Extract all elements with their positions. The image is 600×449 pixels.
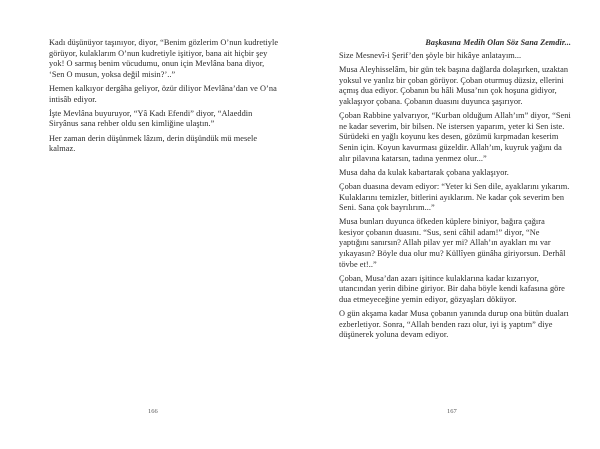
- paragraph: Kadı düşünüyor taşınıyor, diyor, “Benim gözlerim O’nun kudretiyle görüyor, kulaklarım O’nun kudretiyle işitiyor, bana ait hiçbir şey yok! O sarmış benim vücudumu, onun için Mevlâna bana diyor, ‘Sen O musun, yoksa değil misin?’..”: [49, 38, 279, 79]
- paragraph: Çoban duasına devam ediyor: “Yeter ki Sen dile, ayaklarını yıkarım. Kulaklarını temizler, bitlerini ayıklarım. Ne kadar çok severim ben Seni. Sana çok bayrılırım...”: [339, 181, 570, 213]
- running-head: Başkasına Medih Olan Söz Sana Zemdir...: [425, 38, 571, 47]
- paragraph: Musa bunları duyunca öfkeden küplere biniyor, bağıra çağıra kesiyor çobanın duasını. “Sus, seni câhil adam!” diyor, “Ne yaptığını sanırsın? Allah pilav yer mi? Allah’ın ayakları mı var yıkayasın? Böyle dua olur mu? Küllîyen günâha giriyorsun. Derhâl tövbe et!..”: [339, 217, 566, 269]
- paragraph: Her zaman derin düşünmek lâzım, derin düşündük mü mesele kalmaz.: [49, 133, 258, 154]
- paragraph: Size Mesnevî-i Şerif’den şöyle bir hikâye anlatayım...: [339, 51, 522, 60]
- left-page-body: [49, 38, 279, 158]
- paragraph: Musa Aleyhisselâm, bir gün tek başına dağlarda dolaşırken, uzaktan yoksul ve yanlız bir çoban görüyor. Çoban oturmuş düzsiz, ellerini açmış dua ediyor. Çobanın bu hâli Musa’nın çok hoşuna gidiyor, yaklaşıyor çobana. Çobanın duasını duyunca şaşırıyor.: [339, 65, 569, 106]
- page-number: 166: [148, 408, 158, 415]
- paragraph: O gün akşama kadar Musa çobanın yanında durup ona bütün duaları ezberletiyor. Sonra, “Allah benden razı olur, iyi iş yaptım” diye düşünerek yoluna devam ediyor.: [339, 309, 569, 340]
- right-page-body: [339, 51, 571, 345]
- paragraph: Çoban Rabbine yalvarıyor, “Kurban olduğum Allah’ım” diyor, “Seni ne kadar severim, bir bilsen. Ne istersen yaparım, yeter ki Sen iste. Sürüdeki en yağlı koyunu kes desen, gözümü kırpmadan keserim Senin için. Koyun kavurması güzeldir. Allah’ım, kuyruk yağını da alır pilavına katarsın, tadına yenmez olur...”: [339, 111, 571, 163]
- paragraph: Hemen kalkıyor dergâha geliyor, özür diliyor Mevlâna’dan ve O’na intisâb ediyor.: [49, 83, 277, 104]
- paragraph: İşte Mevlâna buyuruyor, “Yâ Kadı Efendi” diyor, “Alaeddin Siryânus sana rehber oldu sen kimliğine ulaştın.”: [49, 108, 253, 129]
- paragraph: Çoban, Musa’dan azarı işitince kulaklarına kadar kızarıyor, utancından yerin dibine giriyor. Bir daha böyle kendi kafasına göre dua etmeyeceğine yemin ediyor, gözyaşları döküyor.: [339, 273, 565, 305]
- paragraph: Musa daha da kulak kabartarak çobana yaklaşıyor.: [339, 167, 509, 177]
- page-number: 167: [447, 408, 457, 415]
- right-page: [300, 0, 600, 449]
